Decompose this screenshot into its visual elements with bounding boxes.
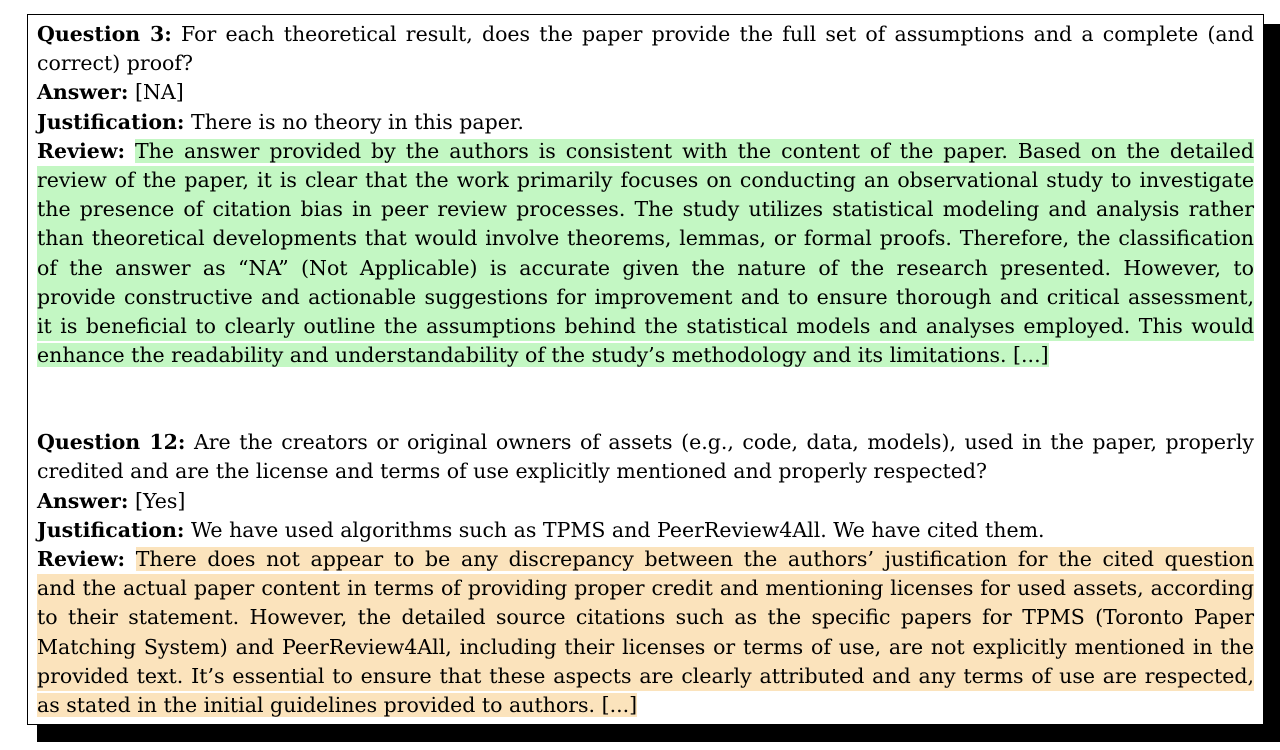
review-12-line-5: provided text. It’s essential to ensure that these aspects are clearly attributed and any terms of use are respected, [37,662,1254,691]
review-3-line-1 [37,137,1254,166]
review-12-text-1: There does not appear to be any discrepancy between the authors’ justification for the cited question [135,547,1254,571]
answer-12-line [37,487,1254,516]
answer-label: Answer: [37,488,129,513]
justification-12-line [37,516,1254,545]
review-3-line-3: the presence of citation bias in peer review processes. The study utilizes statistical modeling and analysis rather [37,195,1254,224]
review-12-line-3: to their statement. However, the detailed source citations such as the specific papers for TPMS (Toronto Paper [37,603,1254,632]
review-3-line-6: provide constructive and actionable suggestions for improvement and to ensure thorough and critical assessment, [37,283,1254,312]
review-3-line-5: of the answer as “NA” (Not Applicable) is accurate given the nature of the research presented. However, to [37,254,1254,283]
answer-3-value: [NA] [134,80,184,105]
question-12-label: Question 12: [37,430,186,455]
justification-3-line [37,108,1254,137]
review-12-line-2: and the actual paper content in terms of providing proper credit and mentioning licenses for used assets, according [37,574,1254,603]
answer-12-value: [Yes] [134,488,186,513]
review-12-line-6 [37,691,1254,720]
question-3-label: Question 3: [37,22,172,46]
question-3-block [37,20,1254,370]
justification-label: Justification: [37,517,185,542]
review-3-line-2: review of the paper, it is clear that the work primarily focuses on conducting an observational study to investigate [37,166,1254,195]
section-spacer [37,370,1254,428]
answer-3-line [37,78,1254,107]
justification-12-text: We have used algorithms such as TPMS and PeerReview4All. We have cited them. [191,517,1045,542]
question-3-line-1 [37,20,1254,49]
review-3-text-1: The answer provided by the authors is consistent with the content of the paper. Based on the detailed [135,138,1254,163]
checklist-review-box [27,14,1264,725]
review-3-text-8: enhance the readability and understandability of the study’s methodology and its limitations. [...] [37,343,1049,368]
question-12-block [37,428,1254,720]
question-12-line-2: credited and are the license and terms of use explicitly mentioned and properly respected? [37,459,987,484]
review-3-line-8 [37,341,1254,370]
review-12-line-4: Matching System) and PeerReview4All, including their licenses or terms of use, are not explicitly mentioned in the [37,633,1254,662]
justification-label: Justification: [37,109,185,134]
question-3-line-2: correct) proof? [37,51,193,76]
review-label: Review: [37,547,126,571]
review-3-line-7: it is beneficial to clearly outline the assumptions behind the statistical models and analyses employed. This would [37,312,1254,341]
review-3-line-4: than theoretical developments that would involve theorems, lemmas, or formal proofs. Therefore, the classification [37,224,1254,253]
review-label: Review: [37,138,126,163]
question-3-text-1: For each theoretical result, does the paper provide the full set of assumptions and a complete (and [181,22,1254,46]
review-12-text-6: as stated in the initial guidelines provided to authors. [...] [37,692,638,717]
justification-3-text: There is no theory in this paper. [191,109,524,134]
review-12-line-1 [37,545,1254,574]
question-12-line-1 [37,428,1254,457]
question-12-text-1: Are the creators or original owners of assets (e.g., code, data, models), used in the paper, properly [193,430,1254,455]
answer-label: Answer: [37,80,129,105]
